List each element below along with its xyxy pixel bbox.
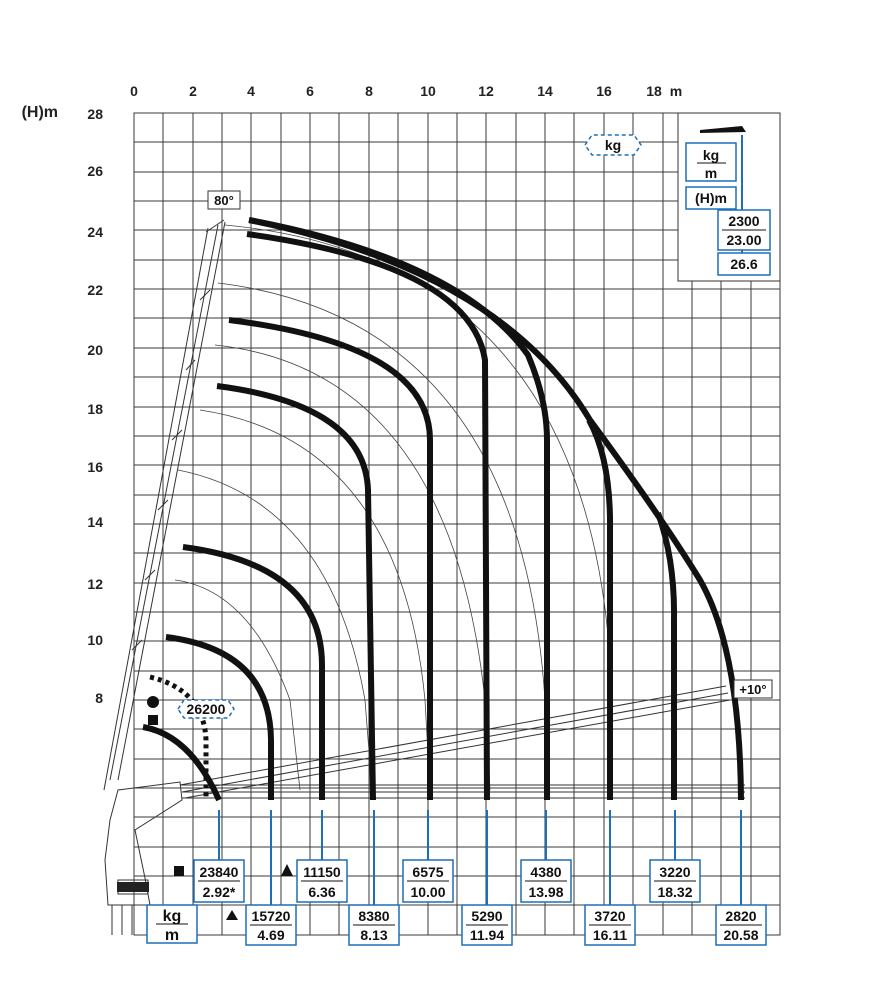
legend-m: m [704,165,718,181]
y-tick-12: 12 [87,576,103,592]
load-box-4-m: 8.13 [360,927,388,943]
legend-box [678,113,780,281]
y-tick-24: 24 [87,224,103,240]
load-box-9 [650,860,700,902]
load-box-9-m: 18.32 [657,884,693,900]
angle-10-text: +10° [739,682,767,697]
marker-square [148,715,158,725]
load-box-2-kg: 15720 [251,908,291,924]
y-tick-26: 26 [87,163,103,179]
load-box-10-m: 20.58 [723,927,759,943]
y-axis-labels [22,104,104,706]
load-boxes [194,860,766,945]
load-box-10 [716,905,766,945]
load-box-10-kg: 2820 [725,908,757,924]
marker-value: 26200 [186,701,226,717]
kg-tag-label: kg [604,137,622,153]
y-tick-20: 20 [87,342,103,358]
marker-value-tag [178,700,234,718]
load-box-3-m: 6.36 [308,884,336,900]
x-axis-labels [130,83,682,99]
marker-circle [147,696,159,708]
load-box-1 [194,860,244,902]
angle-80-label [208,191,240,209]
load-box-3-kg: 11150 [303,864,341,880]
crane-base-block [117,882,149,892]
load-box-8 [585,905,635,945]
bottom-unit-kg: kg [162,908,182,925]
load-curve-8 [589,420,610,800]
triangle-marker-icon-2 [281,864,293,876]
load-box-1-kg: 23840 [199,864,239,880]
load-box-5-kg: 6575 [412,864,444,880]
load-box-2 [246,905,296,945]
y-axis-unit: (H)m [21,104,58,121]
load-box-7 [521,860,571,902]
x-tick-0: 0 [130,83,138,99]
y-tick-18: 18 [87,401,103,417]
y-tick-22: 22 [87,282,103,298]
load-curves [143,220,741,800]
kg-tag [585,135,641,155]
load-box-4-kg: 8380 [358,908,390,924]
legend-sample-kg: 2300 [728,213,760,229]
y-tick-10: 10 [87,632,103,648]
bottom-unit-box [147,905,197,944]
bottom-unit-m: m [164,927,180,944]
x-tick-16: 16 [596,83,612,99]
angle-80-text: 80° [214,193,234,208]
load-box-7-kg: 4380 [530,864,562,880]
y-tick-8: 8 [95,690,103,706]
load-box-4 [349,905,399,945]
load-box-6 [462,905,512,945]
x-tick-2: 2 [189,83,197,99]
x-tick-12: 12 [478,83,494,99]
y-tick-14: 14 [87,514,103,530]
x-tick-6: 6 [306,83,314,99]
load-box-2-m: 4.69 [257,927,285,943]
x-axis-unit: m [669,83,683,99]
legend-sample-h: 26.6 [730,256,758,272]
legend-sample-m: 23.00 [726,232,762,248]
load-box-8-m: 16.11 [592,927,628,943]
triangle-marker-icon-1 [226,910,238,920]
load-box-8-kg: 3720 [594,908,626,924]
legend-kg: kg [702,147,720,163]
x-tick-8: 8 [365,83,373,99]
x-tick-18: 18 [646,83,662,99]
legend-h: (H)m [695,190,727,206]
load-box-3 [297,860,347,902]
x-tick-14: 14 [537,83,553,99]
load-box-5 [403,860,453,902]
load-box-1-m: 2.92* [202,884,236,900]
x-tick-10: 10 [420,83,436,99]
load-box-5-m: 10.00 [410,884,446,900]
angle-10-label [734,680,772,698]
load-box-7-m: 13.98 [528,884,564,900]
load-box-6-kg: 5290 [471,908,503,924]
square-marker-icon [174,866,184,876]
y-tick-16: 16 [87,459,103,475]
y-tick-28: 28 [87,106,103,122]
x-tick-4: 4 [247,83,255,99]
load-box-9-kg: 3220 [659,864,691,880]
load-curve-9 [658,513,674,800]
load-box-6-m: 11.94 [469,927,505,943]
